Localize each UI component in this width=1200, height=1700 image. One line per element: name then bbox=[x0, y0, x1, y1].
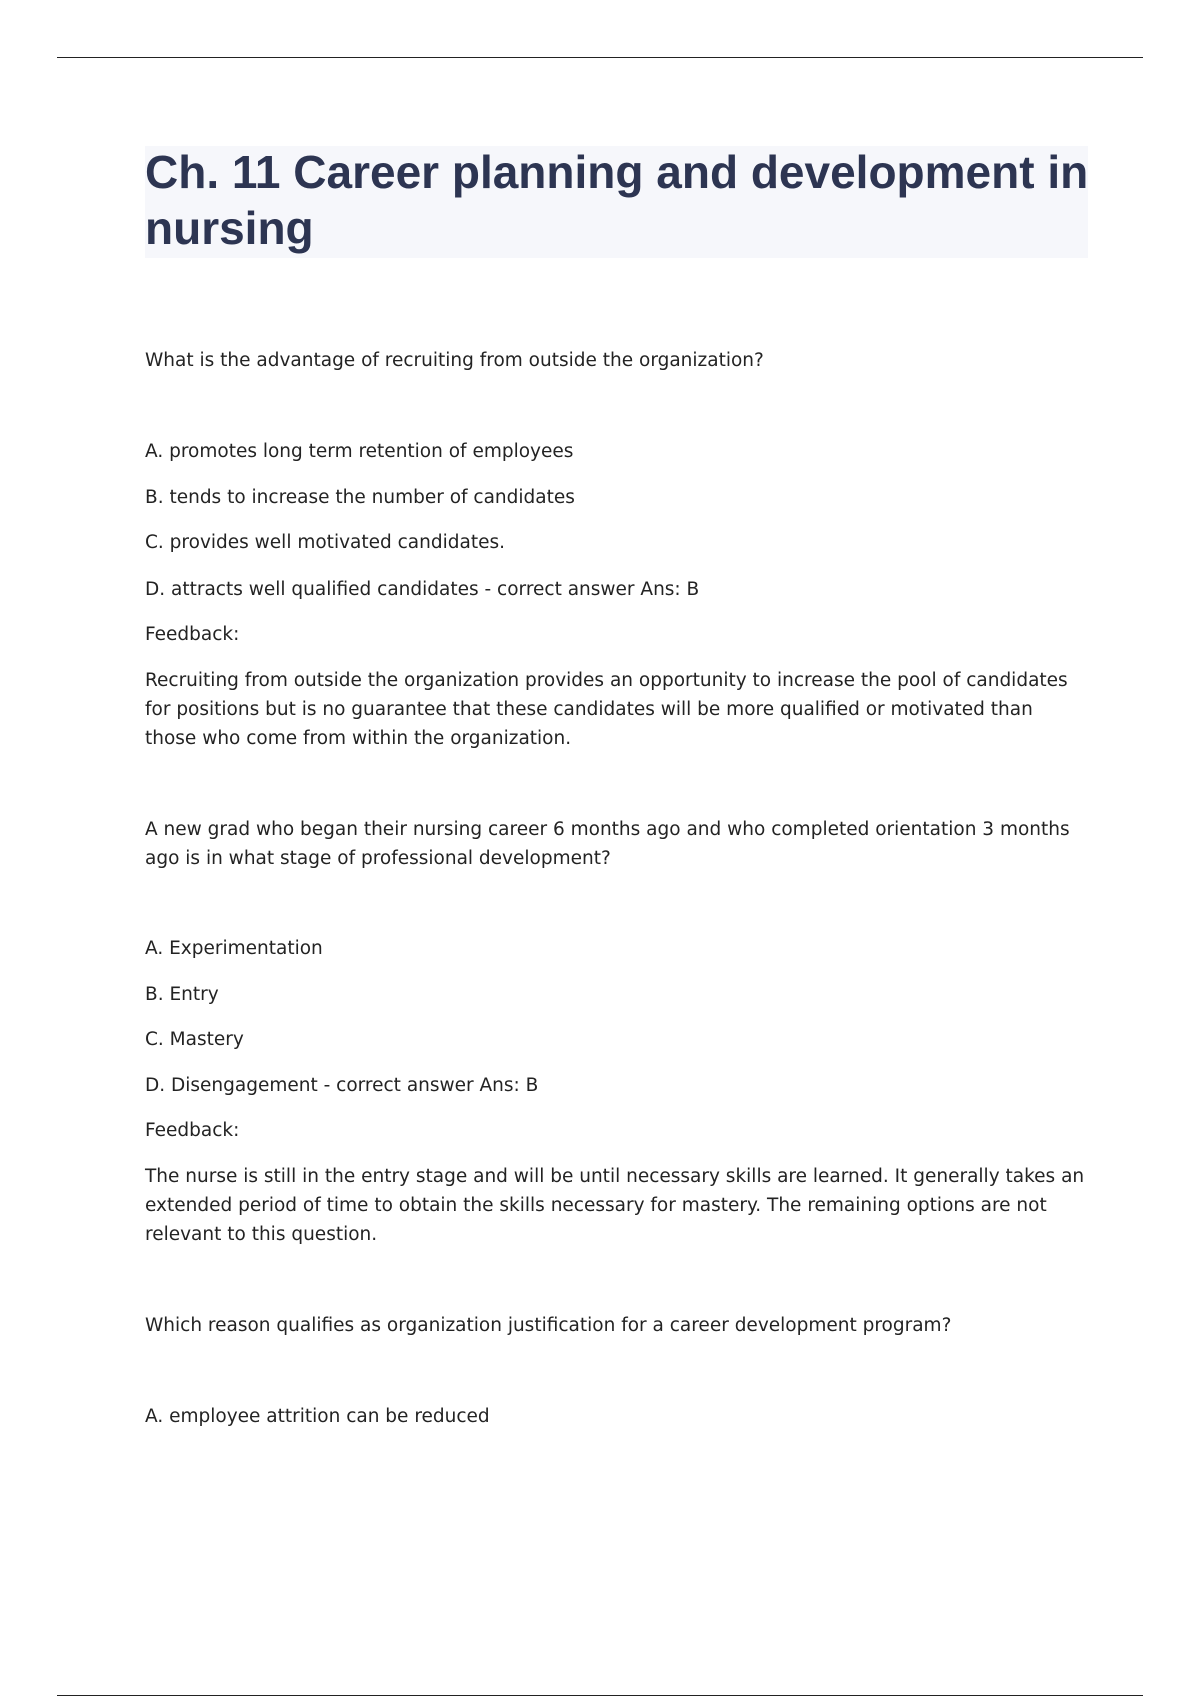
question-1-option-a: A. promotes long term retention of employees bbox=[145, 441, 574, 462]
question-2-option-a: A. Experimentation bbox=[145, 938, 323, 959]
question-2-option-d-answer: D. Disengagement - correct answer Ans: B bbox=[145, 1075, 539, 1096]
question-1-option-c: C. provides well motivated candidates. bbox=[145, 532, 505, 553]
top-rule bbox=[57, 57, 1143, 58]
question-1-prompt: What is the advantage of recruiting from outside the organization? bbox=[145, 350, 764, 371]
question-1-feedback: Recruiting from outside the organization provides an opportunity to increase the pool of candidates for positions but is no guarantee that these candidates will be more qualified or motivated than those who come from within the organization. bbox=[145, 670, 1068, 749]
question-1-feedback-label: Feedback: bbox=[145, 624, 240, 645]
question-1-option-b: B. tends to increase the number of candidates bbox=[145, 487, 575, 508]
question-2-option-c: C. Mastery bbox=[145, 1029, 244, 1050]
question-2-prompt: A new grad who began their nursing career 6 months ago and who completed orientation 3 months ago is in what stage of professional development? bbox=[145, 819, 1070, 869]
question-2-feedback-label: Feedback: bbox=[145, 1120, 240, 1141]
question-2-option-b: B. Entry bbox=[145, 984, 219, 1005]
bottom-rule bbox=[57, 1695, 1143, 1696]
page-title: Ch. 11 Career planning and development in nursing bbox=[145, 146, 1089, 254]
question-2-feedback: The nurse is still in the entry stage and will be until necessary skills are learned. It generally takes an extended period of time to obtain the skills necessary for mastery. The remaining options are not relevant to this question. bbox=[145, 1166, 1085, 1245]
question-3-prompt: Which reason qualifies as organization justification for a career development program? bbox=[145, 1315, 952, 1336]
question-3-option-a: A. employee attrition can be reduced bbox=[145, 1406, 490, 1427]
question-1-option-d-answer: D. attracts well qualified candidates - correct answer Ans: B bbox=[145, 579, 700, 600]
